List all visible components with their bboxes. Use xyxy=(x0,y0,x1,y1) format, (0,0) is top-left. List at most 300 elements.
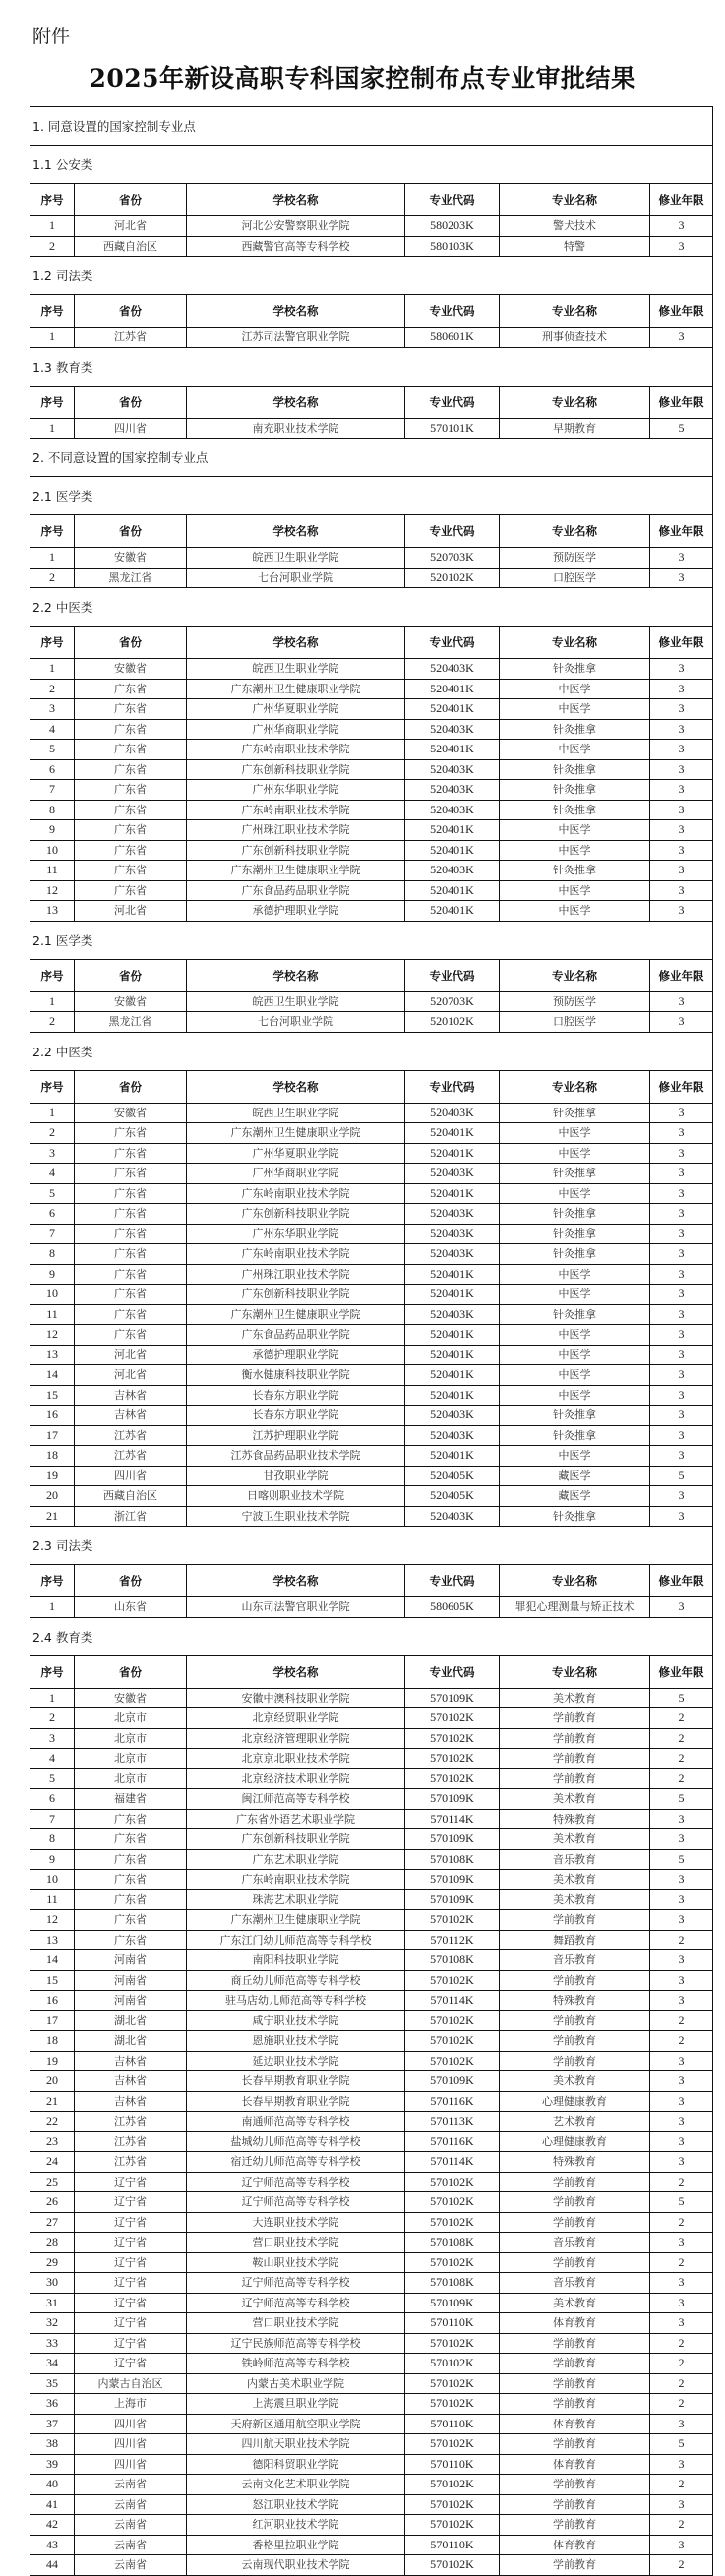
cell-seq: 15 xyxy=(30,1970,75,1991)
cell-study-years: 3 xyxy=(650,1123,713,1144)
cell-major-name: 音乐教育 xyxy=(500,2273,650,2294)
cell-major-name: 学前教育 xyxy=(500,2555,650,2576)
cell-province: 吉林省 xyxy=(75,2051,187,2071)
cell-major-code: 570102K xyxy=(405,1728,500,1749)
column-header-school-name: 学校名称 xyxy=(187,184,405,216)
cell-major-name: 学前教育 xyxy=(500,1708,650,1729)
cell-major-name: 针灸推拿 xyxy=(500,1406,650,1426)
column-header-seq: 序号 xyxy=(30,515,75,548)
cell-study-years: 3 xyxy=(650,719,713,740)
cell-major-name: 针灸推拿 xyxy=(500,1224,650,1244)
cell-major-code: 520401K xyxy=(405,1446,500,1467)
cell-school-name: 皖西卫生职业学院 xyxy=(187,1103,405,1123)
cell-seq: 2 xyxy=(30,1708,75,1729)
cell-school-name: 江苏护理职业学院 xyxy=(187,1425,405,1446)
table-row xyxy=(30,236,713,257)
cell-school-name: 红河职业技术学院 xyxy=(187,2515,405,2536)
cell-province: 福建省 xyxy=(75,1789,187,1810)
column-header-school-name: 学校名称 xyxy=(187,515,405,548)
cell-study-years: 3 xyxy=(650,780,713,801)
cell-major-name: 特殊教育 xyxy=(500,1809,650,1829)
cell-seq: 19 xyxy=(30,1466,75,1486)
cell-school-name: 北京经贸职业学院 xyxy=(187,1708,405,1729)
table-row xyxy=(30,1466,713,1486)
table-row xyxy=(30,2434,713,2455)
cell-school-name: 珠海艺术职业学院 xyxy=(187,1889,405,1910)
cell-major-name: 中医学 xyxy=(500,1385,650,1406)
cell-major-name: 中医学 xyxy=(500,740,650,760)
table-row xyxy=(30,659,713,680)
cell-province: 山东省 xyxy=(75,1597,187,1618)
cell-major-name: 预防医学 xyxy=(500,991,650,1012)
cell-study-years: 2 xyxy=(650,2031,713,2052)
cell-seq: 17 xyxy=(30,2010,75,2031)
cell-school-name: 宿迁幼儿师范高等专科学校 xyxy=(187,2152,405,2173)
cell-school-name: 辽宁民族师范高等专科学校 xyxy=(187,2333,405,2354)
cell-school-name: 长春早期教育职业学院 xyxy=(187,2091,405,2112)
column-header-major-code: 专业代码 xyxy=(405,1070,500,1103)
section-heading-row xyxy=(30,439,713,477)
table-row xyxy=(30,2233,713,2253)
column-header-school-name: 学校名称 xyxy=(187,1565,405,1597)
cell-seq: 10 xyxy=(30,1285,75,1305)
cell-major-code: 570102K xyxy=(405,2010,500,2031)
cell-major-name: 中医学 xyxy=(500,820,650,841)
cell-major-name: 学前教育 xyxy=(500,2212,650,2233)
cell-major-code: 570110K xyxy=(405,2535,500,2555)
cell-major-code: 570102K xyxy=(405,2373,500,2394)
cell-major-code: 570112K xyxy=(405,1930,500,1950)
column-header-row xyxy=(30,515,713,548)
cell-school-name: 广东潮州卫生健康职业学院 xyxy=(187,1910,405,1931)
cell-major-name: 警犬技术 xyxy=(500,216,650,237)
table-row xyxy=(30,2515,713,2536)
cell-province: 吉林省 xyxy=(75,1406,187,1426)
table-row xyxy=(30,1244,713,1265)
cell-major-code: 520403K xyxy=(405,800,500,820)
table-row xyxy=(30,1809,713,1829)
cell-seq: 1 xyxy=(30,1688,75,1708)
table-row xyxy=(30,861,713,881)
cell-seq: 18 xyxy=(30,2031,75,2052)
cell-seq: 23 xyxy=(30,2131,75,2152)
table-row xyxy=(30,2293,713,2313)
subsection-heading: 2.1 医学类 xyxy=(30,477,713,515)
cell-major-code: 570109K xyxy=(405,2293,500,2313)
cell-major-name: 艺术教育 xyxy=(500,2112,650,2132)
cell-study-years: 3 xyxy=(650,1183,713,1204)
cell-seq: 5 xyxy=(30,1768,75,1789)
cell-study-years: 3 xyxy=(650,1224,713,1244)
table-row xyxy=(30,1829,713,1850)
cell-major-code: 570102K xyxy=(405,2475,500,2495)
cell-major-name: 口腔医学 xyxy=(500,1012,650,1033)
cell-province: 广东省 xyxy=(75,1143,187,1164)
cell-study-years: 3 xyxy=(650,2233,713,2253)
table-row xyxy=(30,2051,713,2071)
table-row xyxy=(30,2394,713,2415)
cell-major-code: 570102K xyxy=(405,2394,500,2415)
cell-school-name: 广东岭南职业技术学院 xyxy=(187,1244,405,1265)
cell-study-years: 3 xyxy=(650,1385,713,1406)
cell-study-years: 2 xyxy=(650,1768,713,1789)
cell-school-name: 广东潮州卫生健康职业学院 xyxy=(187,1304,405,1325)
cell-seq: 1 xyxy=(30,548,75,569)
cell-school-name: 皖西卫生职业学院 xyxy=(187,991,405,1012)
cell-major-name: 学前教育 xyxy=(500,2031,650,2052)
cell-province: 北京市 xyxy=(75,1749,187,1769)
cell-study-years: 2 xyxy=(650,2010,713,2031)
cell-school-name: 辽宁师范高等专科学校 xyxy=(187,2172,405,2192)
cell-study-years: 3 xyxy=(650,840,713,861)
cell-major-code: 570102K xyxy=(405,2172,500,2192)
table-row xyxy=(30,2071,713,2092)
cell-province: 吉林省 xyxy=(75,2071,187,2092)
cell-study-years: 3 xyxy=(650,2131,713,2152)
column-header-study-years: 修业年限 xyxy=(650,295,713,328)
cell-major-name: 预防医学 xyxy=(500,548,650,569)
cell-major-name: 心理健康教育 xyxy=(500,2131,650,2152)
cell-province: 广东省 xyxy=(75,699,187,720)
cell-major-name: 学前教育 xyxy=(500,2252,650,2273)
cell-major-name: 美术教育 xyxy=(500,2293,650,2313)
column-header-province: 省份 xyxy=(75,959,187,991)
cell-study-years: 2 xyxy=(650,2354,713,2374)
cell-school-name: 南阳科技职业学院 xyxy=(187,1950,405,1971)
cell-major-name: 体育教育 xyxy=(500,2454,650,2475)
cell-major-code: 580103K xyxy=(405,236,500,257)
cell-school-name: 广州东华职业学院 xyxy=(187,1224,405,1244)
cell-province: 江苏省 xyxy=(75,2131,187,2152)
table-body xyxy=(30,107,713,2576)
cell-study-years: 3 xyxy=(650,1304,713,1325)
table-row xyxy=(30,2031,713,2052)
cell-seq: 2 xyxy=(30,568,75,588)
cell-major-name: 音乐教育 xyxy=(500,2233,650,2253)
column-header-school-name: 学校名称 xyxy=(187,386,405,418)
approval-results-table xyxy=(30,106,713,2576)
cell-study-years: 2 xyxy=(650,1708,713,1729)
column-header-province: 省份 xyxy=(75,1565,187,1597)
cell-major-name: 美术教育 xyxy=(500,2071,650,2092)
cell-province: 辽宁省 xyxy=(75,2172,187,2192)
cell-school-name: 广州东华职业学院 xyxy=(187,780,405,801)
column-header-major-name: 专业名称 xyxy=(500,1070,650,1103)
cell-major-code: 520401K xyxy=(405,901,500,922)
cell-major-code: 520403K xyxy=(405,759,500,780)
cell-major-name: 藏医学 xyxy=(500,1486,650,1507)
cell-seq: 8 xyxy=(30,800,75,820)
cell-major-code: 570102K xyxy=(405,1970,500,1991)
cell-seq: 10 xyxy=(30,1870,75,1890)
cell-study-years: 3 xyxy=(650,2273,713,2294)
cell-school-name: 上海震旦职业学院 xyxy=(187,2394,405,2415)
cell-major-code: 570110K xyxy=(405,2454,500,2475)
cell-major-name: 特殊教育 xyxy=(500,2152,650,2173)
cell-study-years: 2 xyxy=(650,2212,713,2233)
cell-school-name: 七台河职业学院 xyxy=(187,1012,405,1033)
cell-province: 安徽省 xyxy=(75,1103,187,1123)
cell-province: 广东省 xyxy=(75,800,187,820)
cell-school-name: 广东创新科技职业学院 xyxy=(187,759,405,780)
subsection-heading-row xyxy=(30,477,713,515)
cell-school-name: 广州华商职业学院 xyxy=(187,1164,405,1184)
cell-school-name: 安徽中澳科技职业学院 xyxy=(187,1688,405,1708)
cell-school-name: 广东岭南职业技术学院 xyxy=(187,1183,405,1204)
cell-study-years: 5 xyxy=(650,2434,713,2455)
column-header-seq: 序号 xyxy=(30,1655,75,1688)
cell-province: 云南省 xyxy=(75,2555,187,2576)
cell-seq: 11 xyxy=(30,1889,75,1910)
column-header-study-years: 修业年限 xyxy=(650,959,713,991)
column-header-seq: 序号 xyxy=(30,627,75,659)
cell-major-name: 学前教育 xyxy=(500,1728,650,1749)
cell-seq: 13 xyxy=(30,901,75,922)
table-row xyxy=(30,2091,713,2112)
cell-major-name: 学前教育 xyxy=(500,1749,650,1769)
cell-school-name: 盐城幼儿师范高等专科学校 xyxy=(187,2131,405,2152)
column-header-study-years: 修业年限 xyxy=(650,1655,713,1688)
column-header-major-name: 专业名称 xyxy=(500,184,650,216)
cell-seq: 4 xyxy=(30,1164,75,1184)
table-row xyxy=(30,2373,713,2394)
cell-major-code: 520403K xyxy=(405,861,500,881)
cell-province: 广东省 xyxy=(75,1930,187,1950)
cell-seq: 41 xyxy=(30,2494,75,2515)
cell-seq: 43 xyxy=(30,2535,75,2555)
cell-major-code: 570108K xyxy=(405,2273,500,2294)
table-row xyxy=(30,1224,713,1244)
column-header-major-code: 专业代码 xyxy=(405,386,500,418)
table-row xyxy=(30,2333,713,2354)
cell-major-code: 520403K xyxy=(405,1506,500,1527)
cell-school-name: 广州珠江职业技术学院 xyxy=(187,820,405,841)
table-row xyxy=(30,2273,713,2294)
cell-seq: 40 xyxy=(30,2475,75,2495)
cell-major-name: 针灸推拿 xyxy=(500,1506,650,1527)
cell-major-name: 学前教育 xyxy=(500,2394,650,2415)
column-header-row xyxy=(30,959,713,991)
table-row xyxy=(30,2555,713,2576)
cell-seq: 31 xyxy=(30,2293,75,2313)
subsection-heading: 2.4 教育类 xyxy=(30,1617,713,1655)
cell-school-name: 北京经济技术职业学院 xyxy=(187,1768,405,1789)
cell-major-code: 520401K xyxy=(405,1143,500,1164)
cell-school-name: 德阳科贸职业学院 xyxy=(187,2454,405,2475)
cell-major-name: 学前教育 xyxy=(500,2515,650,2536)
cell-seq: 2 xyxy=(30,236,75,257)
cell-major-name: 针灸推拿 xyxy=(500,759,650,780)
cell-province: 上海市 xyxy=(75,2394,187,2415)
cell-province: 河南省 xyxy=(75,1950,187,1971)
cell-province: 江苏省 xyxy=(75,328,187,348)
cell-province: 北京市 xyxy=(75,1728,187,1749)
cell-major-code: 570102K xyxy=(405,2494,500,2515)
cell-province: 辽宁省 xyxy=(75,2333,187,2354)
cell-seq: 1 xyxy=(30,991,75,1012)
column-header-province: 省份 xyxy=(75,295,187,328)
cell-province: 广东省 xyxy=(75,1244,187,1265)
cell-major-code: 520405K xyxy=(405,1466,500,1486)
cell-major-code: 570108K xyxy=(405,2233,500,2253)
cell-seq: 1 xyxy=(30,216,75,237)
cell-major-name: 中医学 xyxy=(500,1325,650,1346)
cell-seq: 34 xyxy=(30,2354,75,2374)
cell-seq: 16 xyxy=(30,1406,75,1426)
cell-province: 安徽省 xyxy=(75,1688,187,1708)
column-header-major-code: 专业代码 xyxy=(405,1655,500,1688)
cell-study-years: 3 xyxy=(650,880,713,901)
cell-province: 广东省 xyxy=(75,1889,187,1910)
cell-major-code: 570102K xyxy=(405,2555,500,2576)
cell-major-name: 中医学 xyxy=(500,1183,650,1204)
cell-school-name: 恩施职业技术学院 xyxy=(187,2031,405,2052)
table-row xyxy=(30,820,713,841)
cell-seq: 9 xyxy=(30,1264,75,1285)
cell-school-name: 辽宁师范高等专科学校 xyxy=(187,2192,405,2213)
table-row xyxy=(30,2494,713,2515)
column-header-province: 省份 xyxy=(75,515,187,548)
cell-province: 广东省 xyxy=(75,759,187,780)
cell-major-name: 口腔医学 xyxy=(500,568,650,588)
cell-major-name: 中医学 xyxy=(500,880,650,901)
cell-major-code: 520401K xyxy=(405,1123,500,1144)
table-row xyxy=(30,2454,713,2475)
cell-province: 吉林省 xyxy=(75,2091,187,2112)
subsection-heading: 1.1 公安类 xyxy=(30,146,713,184)
table-row xyxy=(30,2414,713,2434)
cell-major-name: 针灸推拿 xyxy=(500,861,650,881)
cell-study-years: 3 xyxy=(650,991,713,1012)
cell-seq: 13 xyxy=(30,1930,75,1950)
cell-major-code: 570102K xyxy=(405,1768,500,1789)
cell-school-name: 北京经济管理职业学院 xyxy=(187,1728,405,1749)
cell-seq: 39 xyxy=(30,2454,75,2475)
cell-major-code: 570102K xyxy=(405,2031,500,2052)
cell-study-years: 5 xyxy=(650,1466,713,1486)
cell-major-code: 580203K xyxy=(405,216,500,237)
cell-province: 广东省 xyxy=(75,1325,187,1346)
cell-major-name: 中医学 xyxy=(500,679,650,699)
cell-school-name: 云南文化艺术职业学院 xyxy=(187,2475,405,2495)
table-row xyxy=(30,1365,713,1386)
cell-major-name: 美术教育 xyxy=(500,1889,650,1910)
cell-study-years: 2 xyxy=(650,1728,713,1749)
table-row xyxy=(30,2131,713,2152)
cell-province: 广东省 xyxy=(75,861,187,881)
cell-major-code: 520401K xyxy=(405,840,500,861)
table-row xyxy=(30,1506,713,1527)
cell-school-name: 广东潮州卫生健康职业学院 xyxy=(187,1123,405,1144)
cell-major-name: 学前教育 xyxy=(500,1910,650,1931)
cell-major-code: 520401K xyxy=(405,820,500,841)
cell-major-code: 520401K xyxy=(405,1264,500,1285)
cell-seq: 24 xyxy=(30,2152,75,2173)
column-header-major-code: 专业代码 xyxy=(405,515,500,548)
column-header-major-name: 专业名称 xyxy=(500,386,650,418)
cell-major-code: 520401K xyxy=(405,1345,500,1365)
cell-province: 辽宁省 xyxy=(75,2313,187,2334)
cell-study-years: 3 xyxy=(650,2112,713,2132)
cell-major-code: 570109K xyxy=(405,1829,500,1850)
subsection-heading: 2.3 司法类 xyxy=(30,1527,713,1565)
cell-school-name: 广东食品药品职业学院 xyxy=(187,880,405,901)
cell-school-name: 江苏司法警官职业学院 xyxy=(187,328,405,348)
cell-study-years: 3 xyxy=(650,548,713,569)
cell-seq: 42 xyxy=(30,2515,75,2536)
cell-province: 辽宁省 xyxy=(75,2293,187,2313)
table-row xyxy=(30,1991,713,2011)
cell-seq: 14 xyxy=(30,1365,75,1386)
column-header-seq: 序号 xyxy=(30,1070,75,1103)
cell-school-name: 鞍山职业技术学院 xyxy=(187,2252,405,2273)
column-header-major-code: 专业代码 xyxy=(405,959,500,991)
cell-province: 四川省 xyxy=(75,1466,187,1486)
table-row xyxy=(30,880,713,901)
subsection-heading-row xyxy=(30,588,713,627)
cell-major-code: 580605K xyxy=(405,1597,500,1618)
cell-study-years: 3 xyxy=(650,2494,713,2515)
cell-province: 广东省 xyxy=(75,1204,187,1225)
column-header-seq: 序号 xyxy=(30,386,75,418)
cell-major-code: 520703K xyxy=(405,991,500,1012)
cell-province: 广东省 xyxy=(75,1849,187,1870)
column-header-province: 省份 xyxy=(75,184,187,216)
cell-school-name: 皖西卫生职业学院 xyxy=(187,548,405,569)
cell-seq: 27 xyxy=(30,2212,75,2233)
table-row xyxy=(30,1325,713,1346)
table-row xyxy=(30,1870,713,1890)
cell-study-years: 3 xyxy=(650,2051,713,2071)
table-row xyxy=(30,2010,713,2031)
cell-major-code: 570109K xyxy=(405,1889,500,1910)
cell-major-name: 中医学 xyxy=(500,901,650,922)
cell-major-code: 570116K xyxy=(405,2091,500,2112)
cell-major-code: 520401K xyxy=(405,880,500,901)
cell-province: 广东省 xyxy=(75,880,187,901)
cell-major-code: 520401K xyxy=(405,1385,500,1406)
column-header-study-years: 修业年限 xyxy=(650,1565,713,1597)
cell-seq: 37 xyxy=(30,2414,75,2434)
cell-seq: 2 xyxy=(30,679,75,699)
cell-province: 河南省 xyxy=(75,1991,187,2011)
cell-seq: 21 xyxy=(30,1506,75,1527)
cell-major-code: 520102K xyxy=(405,1012,500,1033)
table-row xyxy=(30,2172,713,2192)
cell-province: 广东省 xyxy=(75,1910,187,1931)
cell-seq: 11 xyxy=(30,1304,75,1325)
cell-major-name: 藏医学 xyxy=(500,1466,650,1486)
table-row xyxy=(30,1688,713,1708)
cell-major-code: 520401K xyxy=(405,1285,500,1305)
cell-province: 黑龙江省 xyxy=(75,1012,187,1033)
cell-study-years: 3 xyxy=(650,1809,713,1829)
cell-study-years: 3 xyxy=(650,2535,713,2555)
column-header-major-name: 专业名称 xyxy=(500,515,650,548)
cell-major-name: 中医学 xyxy=(500,1446,650,1467)
cell-study-years: 3 xyxy=(650,659,713,680)
cell-study-years: 3 xyxy=(650,679,713,699)
cell-seq: 1 xyxy=(30,418,75,439)
cell-seq: 5 xyxy=(30,740,75,760)
cell-seq: 4 xyxy=(30,719,75,740)
results-table-container xyxy=(30,106,712,2576)
subsection-heading-row xyxy=(30,146,713,184)
table-row xyxy=(30,1385,713,1406)
cell-province: 西藏自治区 xyxy=(75,236,187,257)
cell-school-name: 江苏食品药品职业技术学院 xyxy=(187,1446,405,1467)
cell-province: 云南省 xyxy=(75,2494,187,2515)
